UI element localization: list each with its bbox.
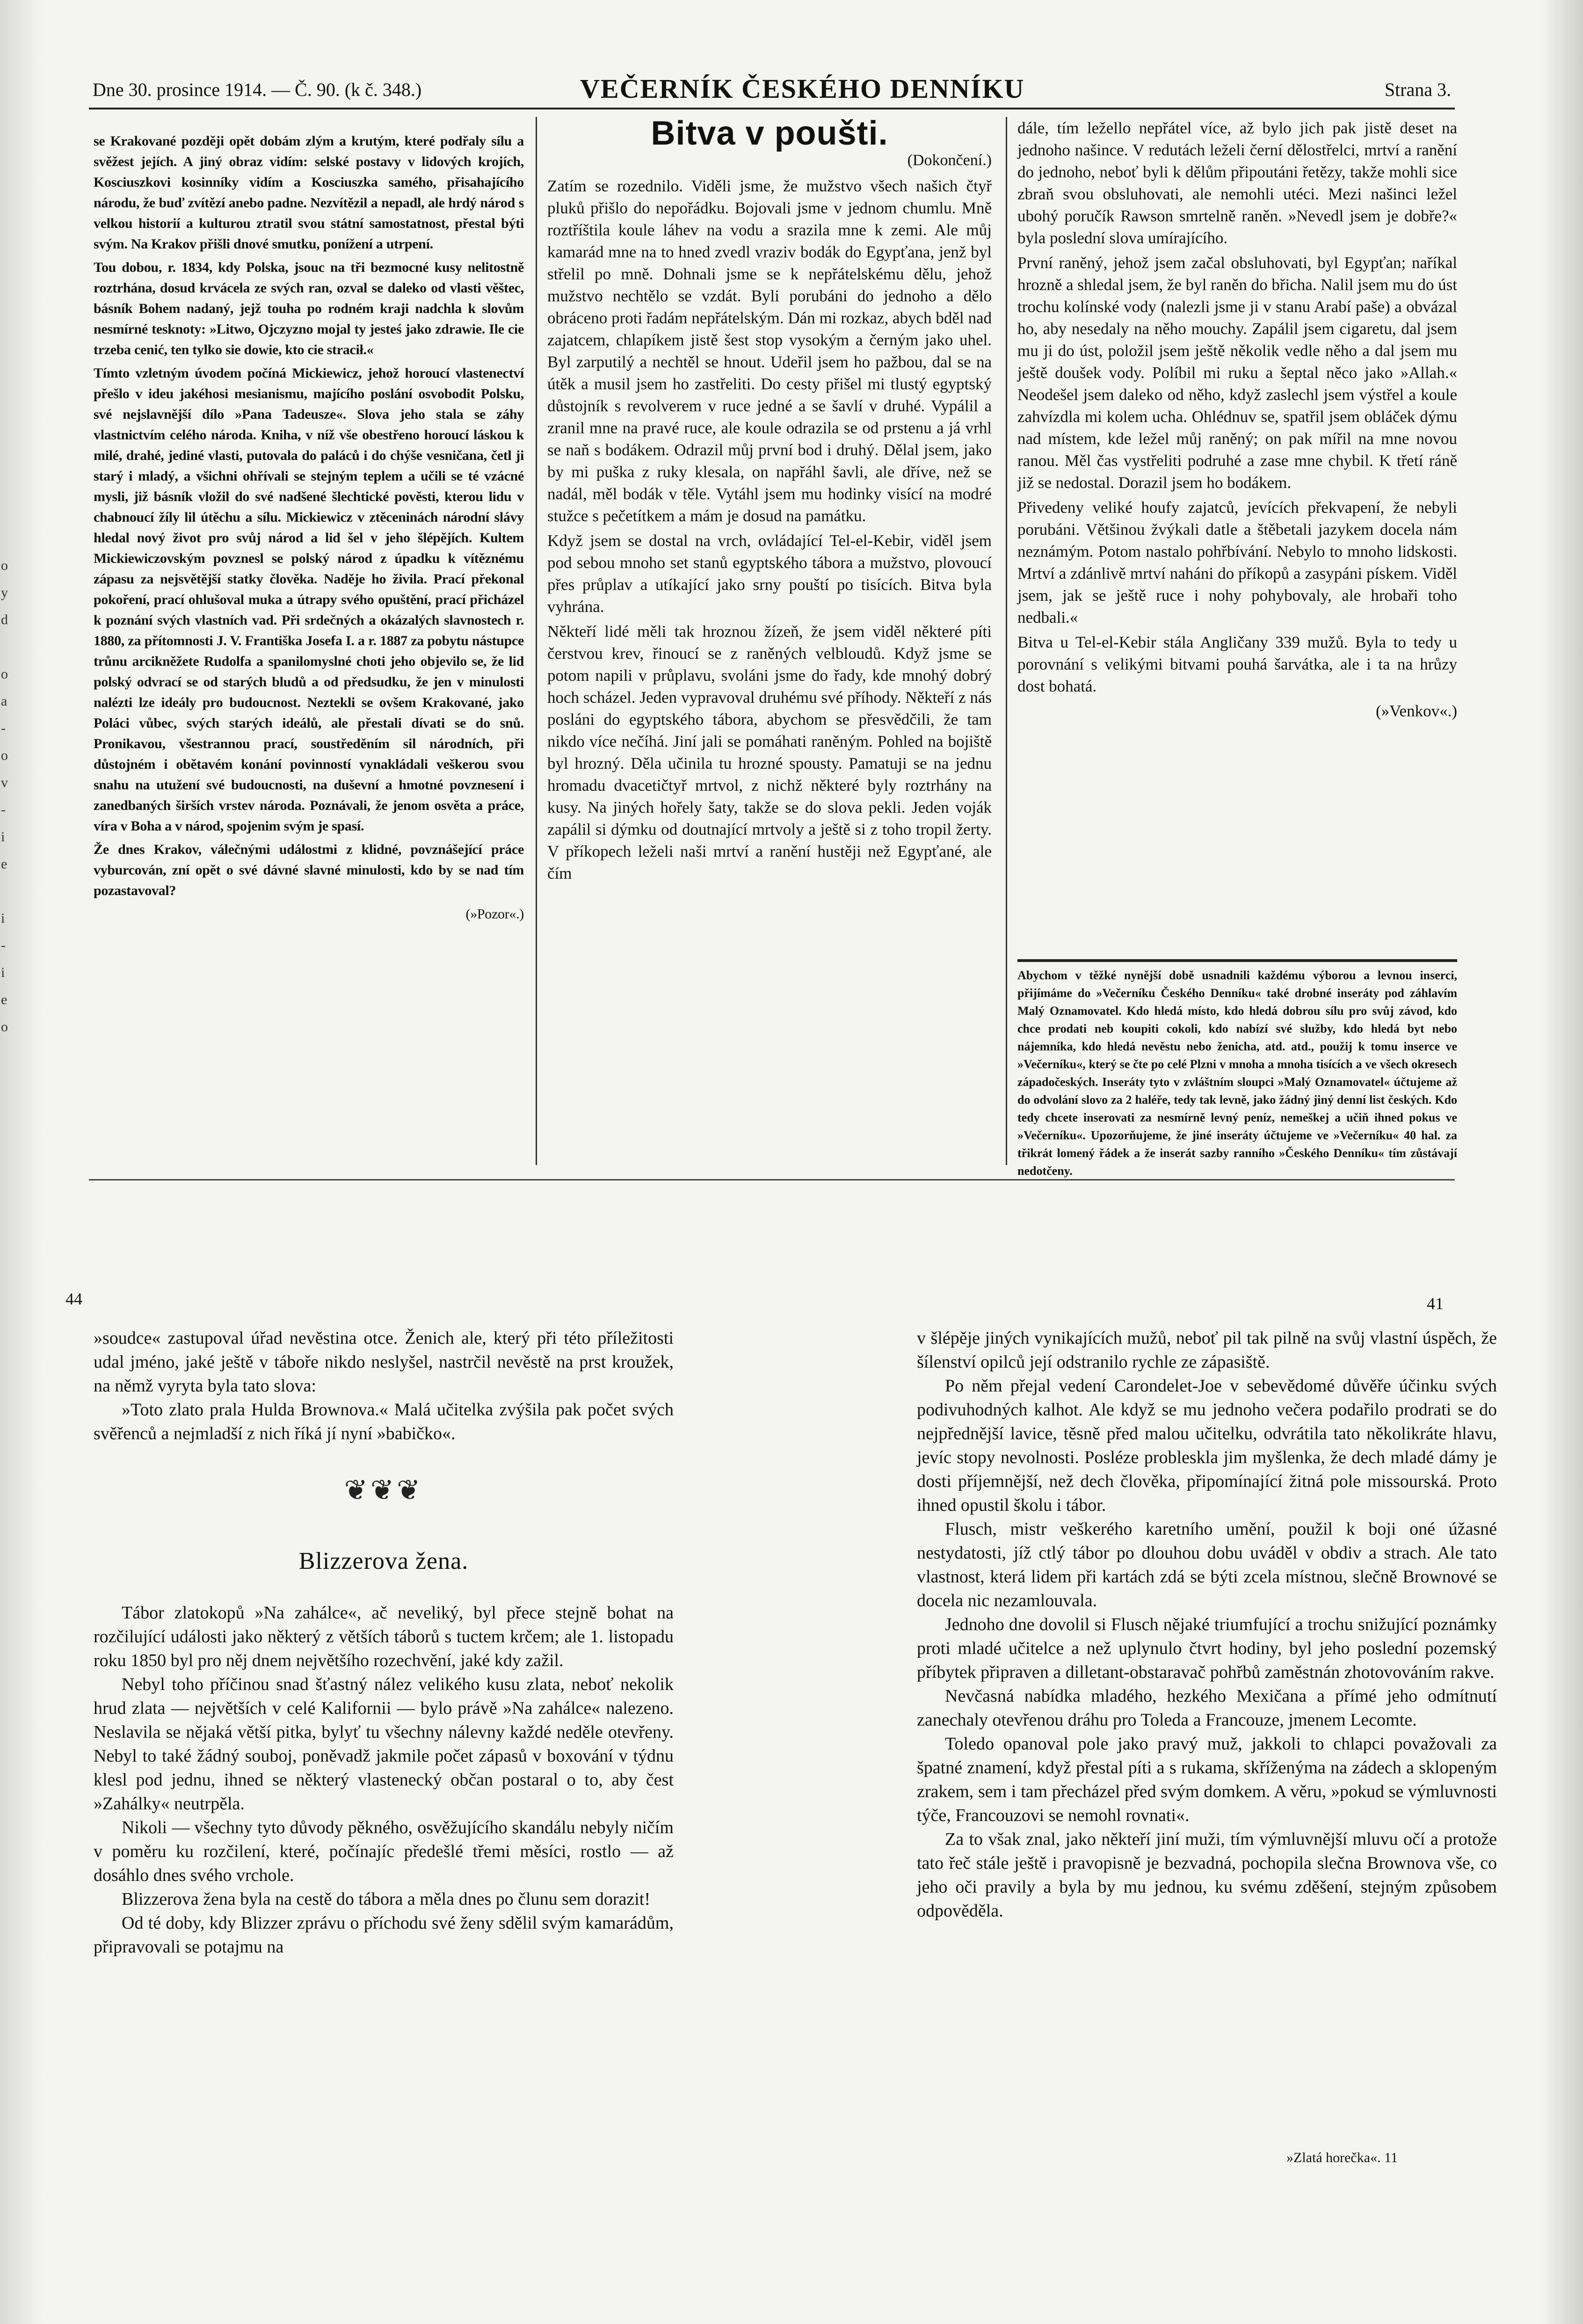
ornament-flourish: ❦❦❦: [344, 1475, 423, 1506]
paragraph: Zatím se rozednilo. Viděli jsme, že mužstvo všech našich čtyř pluků přišlo do nepořádku. Bojovali jsme v jednom chumlu. Mně roztříštila koule láhev na vodu a srazila mne k zemi. Ale můj kamarád mne na to hned zvedl vraziv bodák do Egypťana, jenž byl střelil po mně. Dohnali jsme se k nepřátelskému dělu, jehož mužstvo nechtělo se vzdát. Byli porubáni do jednoho a dělo obráceno proti řadám nepřátelským. Dán mi rozkaz, abych bděl nad zajatcem, chlapíkem jistě šest stop vysokým a černým jako uhel. Byl zarputilý a nechtěl se hnout. Udeřil jsem ho pažbou, dal se na útěk a musil jsem ho zastřeliti. Do cesty přišel mi tlustý egyptský důstojník s revolverem v ruce jedné a se šavlí v druhé. Vypálil a zranil mne na pravé ruce, ale koule odrazila se od prstenu a já vrhl se naň s bodákem. Odrazil můj první bod i druhý. Dělal jsem, jako by mi puška z ruky klesala, on napřáhl šavli, ale dříve, než se nadál, měl bodák v těle. Vytáhl jsem mu hodinky visící na modré stužce s pečetítkem a mám je dosud na památku.: [547, 177, 992, 525]
newspaper-title: VEČERNÍK ČESKÉHO DENNÍKU: [580, 73, 1025, 104]
margin-char: [1, 878, 15, 905]
margin-char: -: [1, 721, 6, 736]
margin-fragment-column: [1, 552, 15, 1041]
margin-char: a: [1, 693, 7, 709]
page-number-right: 41: [1427, 1294, 1444, 1313]
issue-date: Dne 30. prosince 1914. — Č. 90. (k č. 348.): [93, 79, 422, 100]
margin-char: o: [1, 748, 8, 763]
article-source: (»Venkov«.): [1376, 702, 1457, 720]
margin-char: o: [1, 558, 8, 573]
margin-char: y: [1, 585, 8, 600]
margin-char: i: [1, 829, 5, 845]
paragraph: Od té doby, kdy Blizzer zprávu o příchodu své ženy sdělil svým kamarádům, připravovali se potajmu na: [94, 1913, 674, 1957]
paragraph: Někteří lidé měli tak hroznou žízeň, že jsem viděl některé píti čerstvou krev, řinoucí se z raněných velbloudů. Když jsme se potom napili v průplavu, svoláni jsme do řady, kde mnohý dobrý hoch scházel. Jeden vypravoval druhému své příhody. Někteří z nás posláni do egyptského tábora, abychom se přesvědčili, že tam nikdo více nečíhá. Jiní jali se pomáhati raněným. Pohled na bojiště byl hrozný. Děla učinila tu hrozné spousty. Pamatuji se na jednu hromadu dvacetičtyř mrtvol, z nichž některé byly roztrhány na kusy. Na jiných hořely šaty, takže se do slova pekli. Jeden voják zapálil si dýmku od doutnající mrtvoly a ještě si z toho tropil žerty. V příkopech leželi naši mrtví a ranění hustěji než Egypťané, ale čím: [547, 622, 992, 882]
paragraph: »soudce« zastupoval úřad nevěstina otce. Ženich ale, který při této příležitosti udal jméno, jaké ještě v táboře nikdo neslyšel, nastrčil nevěstě na prst kroužek, na němž vyryta byla tato slova:: [94, 1328, 674, 1396]
article-bitva-continued: [1017, 117, 1457, 725]
paragraph: v šlépěje jiných vynikajících mužů, neboť pil tak pilně na svůj vlastní úspěch, že šílenství opilců její odstranilo rychle ze zápasiště.: [917, 1328, 1497, 1372]
article-bitva: [547, 117, 992, 887]
paragraph: Za to však znal, jako někteří jiní muži, tím výmluvnější mluvu očí a protože tato řeč stále ještě i pravopisně je bezvadná, pochopila slečna Brownova vše, co jeho oči pravily a byla by mu jednou, ku svému zděšení, stejným způsobem odpověděla.: [917, 1829, 1497, 1921]
margin-char: -: [1, 938, 6, 953]
paragraph: dále, tím ležello nepřátel více, až bylo jich pak jistě deset na jednoho našince. V redutách leželi černí dělostřelci, mrtví a ranění do jednoho, neboť byli k dělům připoutáni řetězy, takže mohli sice zbraň svou obsluhovati, ale nemohli utéci. Mezi našinci ležel ubohý poručík Rawson smrtelně raněn. »Nevedl jsem je dobře?« byla poslední slova umírajícího.: [1017, 119, 1457, 247]
scan-edge-left: [0, 0, 42, 2324]
paragraph: Nikoli — všechny tyto důvody pěkného, osvěžujícího skandálu nebyly ničím v poměru ku rozčilení, které, počínajíc předešlé třemi měsíci, rostlo — až dosáhlo dnes svého vrchole.: [94, 1818, 674, 1885]
article-krakow: [94, 131, 524, 927]
paragraph: Po něm přejal vedení Carondelet-Joe v sebevědomé důvěře účinku svých podivuhodných kalhot. Ale když se mu jednoho večera podařilo prodrati se do nejpřednější lavice, těsně před malou učitelku, odvrátila tato několikráte hlavu, jevíc stopy nevolnosti. Posléze probleskla jim myšlenka, že dech mladé dámy je dosti příjemnější, než dech člověka, připomínající žitná pole missourská. Proto ihned opustil školu i tábor.: [917, 1376, 1497, 1515]
article-subhead: (Dokončení.): [907, 152, 992, 169]
newspaper-header: [89, 70, 1455, 109]
column-divider: [536, 117, 537, 1165]
paragraph: se Krakované později opět dobám zlým a krutým, které podřaly sílu a svěžest jejích. A jiný obraz vidím: selské postavy v lidových krojích, Kosciuszkovi kosinníky vidím a Kosciuszka samého, přisahajícího národu, že buď zvítězí anebo padne. Nezvítězil a nepadl, ale hrdý národ s velkou historií a kulturou ztratil svou státní samostatnost, přestal býti svým. Na Krakov přišli dnové smutku, ponížení a utrpení.: [94, 133, 524, 252]
margin-char: [1, 634, 15, 661]
serial-footer-note: »Zlatá horečka«. 11: [1286, 2150, 1398, 2165]
paragraph: Nebyl toho příčinou snad šťastný nález velikého kusu zlata, neboť nekolik hrud zlata — největších v celé Kalifornii — bylo právě »Na zahálce« nalezeno. Neslavila se nějaká větší pitka, bylyť tu všechny nálevny každé neděle otevřeny. Nebyl to také žádný souboj, poněvadž jakmile počet zápasů v boxování v týdnu klesl pod jednu, ihned se některý vlastenecký občan postaral o to, aby čest »Zahálky« neutrpěla.: [94, 1675, 674, 1814]
serial-novel-left: [94, 1326, 674, 1959]
paragraph: »Toto zlato prala Hulda Brownova.« Malá učitelka zvýšila pak počet svých svěřenců a nejmladší z nich říká jí nyní »babičko«.: [94, 1400, 674, 1443]
article-title: Bitva v poušti.: [651, 115, 888, 152]
paragraph: Tímto vzletným úvodem počíná Mickiewicz, jehož horoucí vlastenectví přešlo v ideu jakéhosi mesianismu, majícího poslání osvobodit Polsku, své nejslavnější dílo »Pana Tadeusze«. Slova jeho stala se záhy vlastnictvím celého národa. Kniha, v níž vše obestřeno horoucí láskou k milé, drahé, jediné vlasti, putovala do paláců i do chýše vesničana, četl ji starý i mladý, a všichni ohřívali se stejným teplem a učili se té vzácné mysli, již básník vložil do své nadšené šlechtické pověsti, kterou lidu v chabnoucí žíly lil útěchu a sílu. Mickiewicz v ztěceninách národní slávy hledal nový život pro svůj národ a lid šel v jeho šlépějích. Kultem Mickiewiczovským povznesl se polský národ z úpadku k vítěznému zápasu za nejsvětější statky člověka. Naděje ho živila. Prací překonal pokoření, prací ohlušoval muka a útrapy svého opuštění, prací přicházel k poznání svých vlastních vad. Při srdečných a okázalých slavnostech r. 1880, za přítomnosti J. V. Františka Josefa I. a r. 1887 za pobytu nástupce trůnu arcikněžete Rudolfa a spanilomyslné choti jeho objevilo se, že lid polský odvrací se od starých bludů a od předsudku, že jen v minulosti nalézti lze ideály pro budoucnost. Neztekli se ovšem Krakované, jako Poláci vůbec, svých starých ideálů, ale přestali dívati se do snů. Pronikavou, všestrannou prací, soustředěním sil národních, při důstojném i obětavém konání povinností vynakládali veškerou svou snahu na utužení své budoucnosti, na duševní a hmotné povznesení i zanedbaných širších vrstev národa. Poznávali, že jenom osvěta a práce, víra v Boha a v národ, spojenim svým je spasí.: [94, 365, 524, 834]
margin-char: e: [1, 992, 7, 1007]
margin-char: o: [1, 666, 8, 682]
serial-novel-right: [917, 1326, 1497, 1923]
margin-char: v: [1, 775, 8, 790]
paragraph: Jednoho dne dovolil si Flusch nějaké triumfující a trochu snižující poznámky proti mladé učitelce a než uplynulo čtvrt hodiny, byl jeho poslední pozemský příbytek připraven a dilletant-obstaravač pohřbů zaměstnán zhotovováním rakve.: [917, 1615, 1497, 1682]
chapter-title: Blizzerova žena.: [298, 1548, 469, 1574]
paragraph: Tou dobou, r. 1834, kdy Polska, jsouc na tři bezmocné kusy nelitostně roztrhána, dosud krvácela ze svých ran, ozval se daleko od vlasti věštec, básník Bohem nadaný, jejž touha po rodném kraji nadchla k slovům nesmírné tesknoty: »Litwo, Ojczyzno mojal ty jesteś jako zdrawie. Ile cie trzeba cenić, ten tylko sie dowie, kto cie stracił.«: [94, 260, 524, 357]
column-divider: [1006, 117, 1007, 1165]
paragraph: První raněný, jehož jsem začal obsluhovati, byl Egypťan; naříkal hrozně a shledal jsem, že byl raněn do břicha. Nalil jsem mu do úst trochu kolínské vody (nalezli jsme ji v stanu Arabí paše) a obvázal ho, aby nesedaly na něho mouchy. Zapálil jsem cigaretu, dal jsem mu ji do úst, položil jsem ještě několik vedle něho a dal jsem mu ještě doušek vody. Políbil mi ruku a šeptal něco jako »Allah.« Neodešel jsem daleko od něho, když zaslechl jsem výstřel a koule zahvízdla mi kolem ucha. Ohlédnuv se, spatřil jsem obláček dýmu nad místem, kde ležel můj raněný; on pak mířil na mne novou ranou. Měl čas vystřeliti podruhé a zase mne chybil. K třetí ráně již se nedostal. Dorazil jsem ho bodákem.: [1017, 254, 1457, 492]
paragraph: Nevčasná nabídka mladého, hezkého Mexičana a přímé jeho odmítnutí zanechaly otevřenou dráhu pro Toleda a Francouze, jmenem Lecomte.: [917, 1686, 1497, 1730]
margin-char: i: [1, 911, 5, 926]
paragraph: Přivedeny veliké houfy zajatců, jevících překvapení, že nebyli porubáni. Většinou žvýkali datle a štěbetali jazykem docela nám neznámým. Potom nastalo pohřbívání. Nebylo to mnoho lidskosti. Mrtví a zdánlivě mrtví naháni do příkopů a zasypáni pískem. Viděl jsem, jak se ještě ruce i nohy pohybovaly, ale hrobaři toho nedbali.«: [1017, 498, 1457, 627]
margin-char: o: [1, 1019, 8, 1035]
article-source: (»Pozor«.): [465, 906, 524, 922]
scan-edge-right: [1541, 0, 1583, 2324]
page-number-left: 44: [65, 1289, 82, 1308]
margin-char: d: [1, 612, 8, 627]
section-divider: [89, 1179, 1455, 1180]
paragraph: Blizzerova žena byla na cestě do tábora a měla dnes po člunu sem dorazit!: [122, 1889, 651, 1909]
page-label: Strana 3.: [1384, 79, 1451, 100]
margin-char: -: [1, 802, 6, 817]
margin-char: e: [1, 856, 7, 872]
paragraph: Tábor zlatokopů »Na zahálce«, ač neveliký, byl přece stejně bohat na rozčilující události jako některý z větších táborů s tuctem krčem; ale 1. listopadu roku 1850 byl pro něj dnem největšího rozechvění, jaké kdy zažil.: [94, 1603, 674, 1670]
margin-char: i: [1, 965, 5, 980]
paragraph: Toledo opanoval pole jako pravý muž, jakkoli to chlapci považovali za špatné znamení, když přestal píti a s rukama, skříženýma na zádech a sklopeným zrakem, sem i tam přecházel před svým domkem. A věru, »pokud se výmluvnosti týče, Francouzovi se nemohl rovnati«.: [917, 1734, 1497, 1825]
paragraph: Že dnes Krakov, válečnými událostmi z klidné, povznášející práce vyburcován, zní opět o své dávné slavné minulosti, kdo by se nad tím pozastavoval?: [94, 842, 524, 898]
paragraph: Když jsem se dostal na vrch, ovládající Tel-el-Kebir, viděl jsem pod sebou mnoho set stanů egyptského tábora a mužstvo, plovoucí přes průplav a utíkající jako srny pouští po tisících. Bitva byla vyhrána.: [547, 532, 992, 616]
paragraph: Bitva u Tel-el-Kebir stála Angličany 339 mužů. Byla to tedy u porovnání s velikými bitvami pouhá šarvátka, ale i ta na hrůzy dost bohatá.: [1017, 633, 1457, 695]
advertising-notice: Abychom v těžké nynější době usnadnili každému výborou a levnou inserci, přijímáme do »Večerníku Českého Denníku« také drobné inseráty pod záhlavím Malý Oznamovatel. Kdo hledá místo, kdo hledá dobrou sílu pro svůj závod, kdo chce prodati neb koupiti cokoli, kdo nabízí své služby, kdo hledá byt nebo nájemníka, kdo hledá nevěstu nebo ženicha, atd. atd., použij k tomu inserce ve »Večerníku«, který se čte po celé Plzni v mnoha a mnoha tisících a ve všech okresech západočeských. Inseráty tyto v zvláštním sloupci »Malý Oznamovatel« účtujeme až do odvolání slovo za 2 haléře, tedy tak levně, jako žádný jiný denní list českých. Kdo tedy chcete inserovati za nesmírně levný peníz, nemeškej a učiň ihned pokus ve »Večerníku«. Upozorňujeme, že jiné inseráty účtujeme ve »Večerníku« 40 hal. za třikrát lomený řádek a že inserát sazby ranního »Českého Denníku« tím zůstávají nedotčeny.: [1017, 959, 1457, 1180]
paragraph: Flusch, mistr veškerého karetního umění, použil k boji oné úžasné nestydatosti, jíž ctlý tábor po dlouhou dobu uváděl v obdiv a strach. Ale tato vlastnost, která lidem při kartách zdá se býti zcela místnou, slečně Brownové se docela nic nezamlouvala.: [917, 1519, 1497, 1610]
